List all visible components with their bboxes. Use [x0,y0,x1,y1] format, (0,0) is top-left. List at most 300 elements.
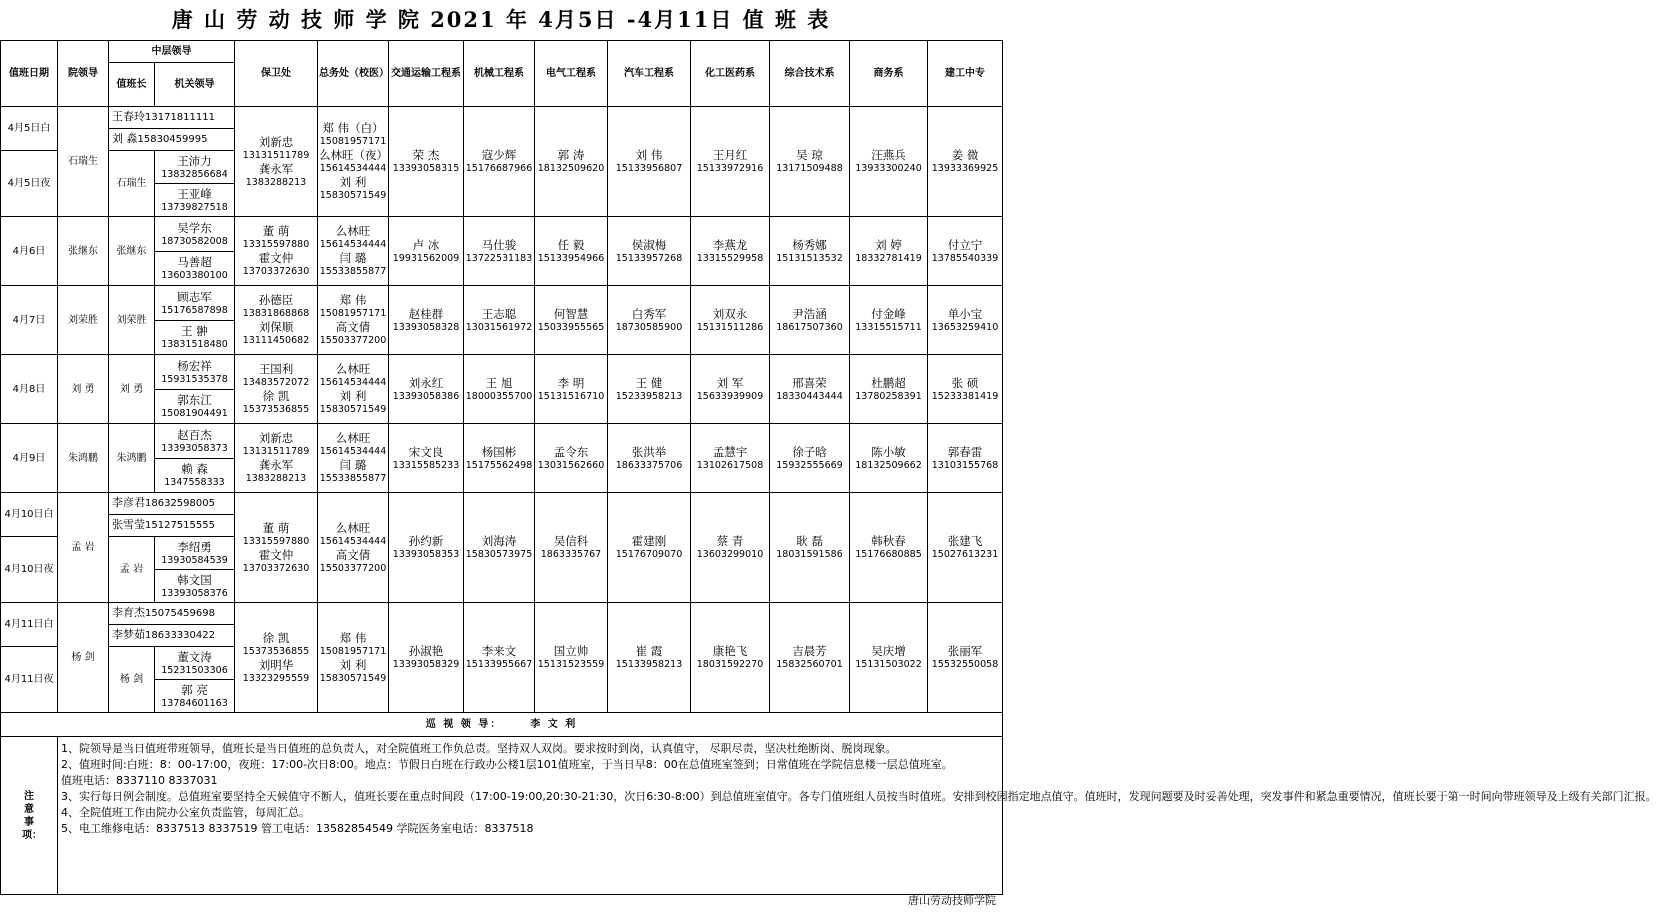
person-name: 崔 霞 [635,644,663,658]
header-text: 电气工程系 [546,68,596,79]
header-text: 机关领导 [174,79,215,90]
header-dept [691,41,770,107]
person-phone: 15614534444 [319,535,387,547]
date-cell [1,151,58,217]
person-name: 王春玲 [112,110,145,123]
person-name: 么林旺 [335,362,371,376]
person-phone: 13722531183 [465,252,533,264]
person-phone: 13784601163 [161,697,228,709]
dept-duty-cell [389,286,464,355]
person-name: 刘新忠 [258,134,294,149]
person-phone: 13315529958 [696,252,764,264]
person-phone: 15830571549 [319,672,387,684]
person-phone: 13933369925 [931,163,999,174]
duty-chief-cell [109,537,155,603]
dept-duty-cell [850,217,928,286]
person-phone: 15133972916 [696,163,764,174]
leader-cell [58,355,109,424]
person-phone: 13315597880 [242,239,310,250]
security-cell [235,107,318,217]
person-phone: 18132509620 [537,163,605,174]
dept-duty-cell [928,217,1003,286]
header-text: 总务处（校医） [319,68,389,79]
person-phone: 18332781419 [855,252,922,264]
header-text: 交通运输工程系 [391,68,461,79]
person-phone: 18633375706 [615,459,683,471]
person-name: 刘 利 [339,175,367,189]
person-phone: 15373536855 [242,404,310,415]
date-text: 4月11日夜 [4,674,54,685]
office-leader-cell [155,680,235,713]
person-phone: 13111450682 [242,335,310,346]
dept-duty-cell [464,603,535,713]
person-phone: 15027613231 [931,549,999,560]
person-name: 蔡 青 [716,534,744,548]
date-text: 4月5日白 [7,123,51,134]
note-line: 2、值班时间:白班：8：00-17:00，夜班：17:00-次日8:00。地点：节假日白班在行政办公楼1层101值班室，于当日早8：00在总值班室签到；日常值班在学院信息楼一层总值班室。 [61,758,953,771]
header-text: 建工中专 [945,68,985,79]
person-name: 董 萌 [262,224,290,238]
general-cell [318,603,389,713]
header-text: 院领导 [68,68,98,79]
person-name: 姜 微 [951,148,979,162]
dept-duty-cell [535,286,608,355]
person-phone: 13933300240 [855,163,922,174]
leader-name: 朱鸿鹏 [68,452,98,464]
person-phone: 13171811111 [145,112,215,123]
header-office-leader [155,63,235,107]
person-phone: 18730582008 [161,235,228,247]
person-name: 任 毅 [557,237,585,252]
person-name: 霍文仲 [258,547,294,562]
person-phone: 13131511789 [242,446,310,457]
person-phone: 15614534444 [319,446,387,457]
patrol-label: 巡 视 领 导： [425,719,503,730]
person-phone: 15176687966 [465,163,533,174]
chief-name: 石瑞生 [116,178,147,189]
person-name: 郭春雷 [947,444,983,459]
office-leader-cell [155,570,235,603]
dept-duty-cell [770,424,850,493]
dept-duty-cell [389,424,464,493]
person-phone: 15081957171 [319,645,387,657]
office-leader-cell [155,217,235,252]
person-name: 高文倩 [335,547,371,562]
person-name: 么林旺 [335,224,371,238]
dept-duty-cell [691,217,770,286]
person-phone: 1383288213 [245,176,307,188]
person-phone: 13031562660 [537,459,605,471]
header-dept [928,41,1003,107]
duty-chief-cell [109,286,155,355]
header-text: 机械工程系 [474,68,524,79]
mid-leader-inline [109,129,235,151]
person-name: 张雪莹 [112,518,145,531]
person-name: 郭东江 [177,393,212,407]
office-leader-cell [155,321,235,355]
person-phone: 18031592270 [696,659,764,670]
person-phone: 13653259410 [931,321,999,333]
person-name: 张 硕 [951,375,979,390]
person-name: 徐 凯 [262,630,290,645]
person-name: 国立帅 [553,644,589,658]
duty-chief-cell [109,217,155,286]
header-dept [608,41,691,107]
person-phone: 15614534444 [319,239,387,250]
person-phone: 13171509488 [776,163,843,174]
person-name: 郭 亮 [181,682,208,697]
person-name: 赵桂群 [408,306,444,321]
date-cell [1,603,58,647]
person-name: 刘新忠 [258,431,294,445]
person-name: 顾志军 [177,289,212,304]
general-cell [318,355,389,424]
office-leader-cell [155,537,235,570]
person-name: 刘永红 [408,375,444,390]
person-phone: 18031591586 [776,549,843,560]
person-name: 付立宁 [947,237,983,252]
date-text: 4月6日 [12,245,46,257]
security-cell [235,424,318,493]
person-name: 闫 璐 [339,251,367,265]
person-phone: 15233958213 [615,390,683,402]
person-phone: 1347558333 [164,477,225,488]
header-date [1,41,58,107]
person-name: 付金峰 [871,306,906,321]
patrol-leader-name: 李 文 利 [530,719,578,730]
person-phone: 13785540339 [931,252,999,264]
date-text: 4月11日白 [4,619,54,630]
person-name: 吴 琼 [796,148,823,162]
person-phone: 15830571549 [319,190,387,201]
person-name: 龚永军 [258,458,294,472]
dept-duty-cell [389,355,464,424]
person-phone: 15131511286 [696,321,764,333]
header-mid-leader [109,41,235,63]
person-name: 杨国彬 [481,444,517,459]
leader-name: 孟 岩 [71,542,95,553]
security-cell [235,355,318,424]
header-dept [389,41,464,107]
person-name: 王 翀 [181,324,208,338]
person-name: 郑 伟 [339,630,367,645]
dept-duty-cell [389,493,464,603]
note-line: 4、全院值班工作由院办公室负责监管，每周汇总。 [61,806,310,819]
dept-duty-cell [464,493,535,603]
person-name: 刘 军 [716,375,744,390]
header-leader [58,41,109,107]
person-name: 么林旺 [335,431,371,445]
person-name: 刘 婷 [875,237,902,252]
person-name: 尹浩涵 [792,306,827,321]
person-name: 霍建刚 [631,534,667,548]
person-phone: 15176709070 [615,549,683,560]
person-name: 杜鹏超 [871,375,906,390]
person-name: 刘 利 [339,389,367,403]
person-phone: 15075459698 [145,608,215,619]
person-name: 张建飞 [947,534,983,548]
chief-name: 刘荣胜 [116,314,147,326]
dept-duty-cell [770,286,850,355]
person-phone: 13703372630 [242,266,310,277]
chief-name: 张继东 [116,245,147,257]
dept-duty-cell [535,107,608,217]
date-text: 4月10日白 [4,509,54,520]
person-name: 孟令东 [553,444,589,459]
date-text: 4月5日夜 [7,178,51,189]
person-name: 宋文良 [408,444,444,459]
person-phone: 15176680885 [855,549,922,560]
dept-duty-cell [608,217,691,286]
person-name: 耿 磊 [796,534,823,548]
person-phone: 15133957268 [615,252,683,264]
person-name: 刘 利 [339,657,367,672]
person-name: 吴庆增 [871,644,906,658]
person-name: 杨秀娜 [792,237,827,252]
dept-duty-cell [770,603,850,713]
date-cell [1,537,58,603]
person-name: 董文涛 [177,649,212,664]
dept-duty-cell [850,107,928,217]
person-phone: 15081904491 [161,408,228,419]
person-name: 李燕龙 [712,237,748,252]
dept-duty-cell [535,355,608,424]
person-name: 刘明华 [258,657,294,672]
person-phone: 13603380100 [161,270,228,281]
person-name: 王 旭 [485,375,513,390]
header-dept [464,41,535,107]
security-cell [235,493,318,603]
leader-cell [58,424,109,493]
dept-duty-cell [389,217,464,286]
person-phone: 13315515711 [855,321,922,333]
person-phone: 15133958213 [615,659,683,670]
duty-chief-cell [109,355,155,424]
office-leader-cell [155,184,235,217]
mid-leader-inline [109,493,235,515]
person-phone: 15532550058 [931,659,999,670]
person-name: 刘海涛 [481,534,517,548]
security-cell [235,217,318,286]
page-title: 唐 山 劳 动 技 师 学 院 2021 年 4月5日 -4月11日 值 班 表 [171,7,831,32]
person-phone: 15533855877 [319,473,387,484]
person-name: 张丽军 [947,644,983,658]
person-phone: 13393058373 [161,442,228,454]
person-phone: 15133956807 [615,163,683,174]
person-phone: 13102617508 [696,459,764,471]
header-duty-chief [109,63,155,107]
dept-duty-cell [928,424,1003,493]
dept-duty-cell [464,355,535,424]
header-text: 商务系 [873,68,904,79]
header-text: 中层领导 [151,46,192,57]
person-phone: 18000355700 [465,390,533,402]
person-phone: 15131516710 [537,390,605,402]
person-name: 单小宝 [947,306,983,321]
person-phone: 13393058376 [161,587,228,599]
person-name: 孙德臣 [258,293,294,307]
person-name: 吉晨芳 [792,644,827,658]
person-name: 马善超 [177,255,212,269]
notes-cell [58,737,1657,895]
person-name: 孙淑艳 [408,644,444,658]
person-phone: 18633330422 [145,630,215,641]
person-phone: 15830459995 [137,134,208,145]
person-phone: 15373536855 [242,645,310,657]
patrol-leader-row [1,713,1003,737]
person-phone: 13393058328 [392,321,460,333]
person-name: 白秀军 [631,306,667,321]
dept-duty-cell [608,107,691,217]
footer-signature: 唐山劳动技师学院 [908,894,996,907]
dept-duty-cell [608,355,691,424]
person-phone: 13103155768 [931,459,999,471]
person-name: 李来文 [481,644,517,658]
person-phone: 15131513532 [776,252,843,264]
leader-cell [58,217,109,286]
dept-duty-cell [850,286,928,355]
person-phone: 13323295559 [242,672,310,684]
person-phone: 15127515555 [145,520,215,531]
mid-leader-inline [109,603,235,625]
person-phone: 15133955667 [465,659,533,670]
person-name: 刘 伟 [635,148,663,162]
date-text: 4月8日 [12,383,46,395]
person-name: 王月红 [712,148,748,162]
person-name: 赖 森 [181,462,208,476]
dept-duty-cell [770,107,850,217]
person-phone: 15614534444 [319,163,387,174]
office-leader-cell [155,355,235,390]
person-phone: 13739827518 [161,201,228,213]
person-phone: 15533855877 [319,266,387,277]
header-dept [850,41,928,107]
dept-duty-cell [535,493,608,603]
notes-label [1,737,58,895]
date-cell [1,286,58,355]
person-name: 汪燕兵 [871,148,906,162]
dept-duty-cell [850,493,928,603]
duty-chief-cell [109,647,155,713]
person-phone: 15081957171 [319,136,387,147]
date-cell [1,217,58,286]
person-name: 刘 淼 [112,132,138,145]
person-phone: 15614534444 [319,377,387,388]
person-phone: 13393058329 [392,659,460,670]
security-cell [235,286,318,355]
person-name: 韩文国 [177,572,212,587]
date-cell [1,355,58,424]
person-phone: 13831518480 [161,339,228,350]
person-phone: 13832856684 [161,168,228,180]
person-name: 刘双永 [712,306,748,321]
dept-duty-cell [850,424,928,493]
general-cell [318,493,389,603]
person-name: 王亚峰 [177,186,212,201]
person-name: 李彦君 [112,496,145,509]
person-name: 李 明 [557,375,585,390]
header-text: 综合技术系 [784,68,835,79]
header-dept [770,41,850,107]
date-text: 4月10日夜 [4,564,54,575]
leader-cell [58,286,109,355]
leader-cell [58,603,109,713]
header-text: 保卫处 [261,68,291,79]
dept-duty-cell [691,107,770,217]
person-name: 王国利 [258,362,294,376]
dept-duty-cell [691,355,770,424]
dept-duty-cell [389,603,464,713]
person-name: 李绍勇 [177,539,212,554]
dept-duty-cell [535,424,608,493]
leader-name: 刘 勇 [71,383,95,395]
note-line: 3、实行每日例会制度。总值班室要坚持全天候值守不断人，值班长要在重点时间段（17:00-19:00,20:30-21:30，次日6:30-8:00）到总值班室值守。各专门值班组人员按当时值班。安排到校园指定地点值守。值班时，发现问题要及时妥善处理，突发事件和紧急重要情况，值班长要于第一时间向带班领导及上级有关部门汇报。 [61,790,1657,803]
person-phone: 18617507360 [776,321,843,333]
person-phone: 13393058353 [392,549,460,560]
person-name: 孙约新 [408,534,444,548]
person-name: 吴学东 [177,220,212,235]
person-name: 康艳飞 [712,644,748,658]
dept-duty-cell [691,493,770,603]
header-text: 值班日期 [9,68,49,79]
person-phone: 15931535378 [161,373,228,385]
person-phone: 15081957171 [319,308,387,319]
office-leader-cell [155,424,235,459]
general-cell [318,286,389,355]
person-phone: 19931562009 [392,252,460,264]
date-cell [1,647,58,713]
note-line: 值班电话：8337110 8337031 [61,774,218,787]
person-name: 么林旺（夜） [319,148,388,162]
header-text: 值班长 [116,79,147,90]
person-phone: 13131511789 [242,149,310,161]
leader-cell [58,107,109,217]
person-phone: 13703372630 [242,562,310,574]
date-cell [1,493,58,537]
person-phone: 15932555669 [776,459,843,471]
mid-leader-inline [109,625,235,647]
leader-name: 张继东 [68,245,98,257]
person-name: 邢喜荣 [792,375,827,390]
person-name: 李育杰 [112,606,145,619]
header-text: 化工医药系 [705,68,755,79]
dept-duty-cell [464,107,535,217]
security-cell [235,603,318,713]
person-name: 侯淑梅 [631,237,667,252]
dept-duty-cell [928,603,1003,713]
dept-duty-cell [608,424,691,493]
dept-duty-cell [691,286,770,355]
person-name: 孟慧宇 [712,444,748,459]
header-general [318,41,389,107]
person-phone: 15033955565 [537,321,605,333]
leader-name: 刘荣胜 [68,314,98,326]
person-name: 董 萌 [262,520,290,535]
date-cell [1,424,58,493]
dept-duty-cell [850,603,928,713]
dept-duty-cell [608,286,691,355]
person-phone: 15830573975 [465,549,533,560]
person-name: 赵百杰 [177,427,212,442]
person-phone: 15503377200 [319,335,387,346]
person-name: 刘保顺 [258,320,294,334]
person-name: 徐 凯 [262,389,290,403]
person-phone: 13831868868 [242,308,310,319]
person-phone: 15503377200 [319,562,387,574]
person-name: 王 健 [635,375,663,390]
person-name: 闫 璐 [339,458,367,472]
person-name: 何智慧 [553,306,589,321]
